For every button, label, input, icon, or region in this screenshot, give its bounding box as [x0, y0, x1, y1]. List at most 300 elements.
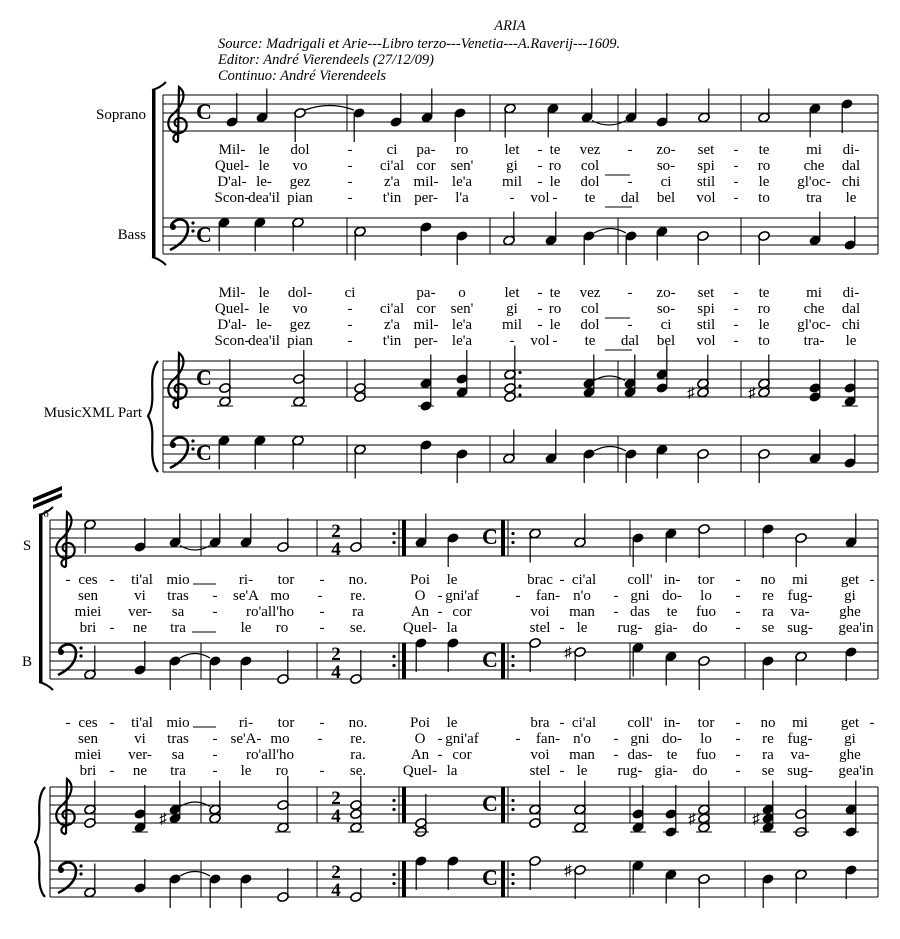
- lyric-verse-4: [215, 333, 857, 349]
- half-note: [795, 651, 808, 686]
- lyric-syllable: mil-: [413, 174, 439, 190]
- lyric-syllable: miei: [74, 604, 102, 620]
- lyric-syllable: re.: [350, 731, 366, 747]
- lyric-hyphen: -: [613, 731, 619, 747]
- lyric-syllable: le: [446, 715, 458, 731]
- lyric-hyphen: -: [537, 285, 543, 301]
- lyric-syllable: stil: [696, 174, 716, 190]
- half-note: [687, 355, 709, 402]
- lyric-hyphen: -: [109, 620, 115, 636]
- quarter-note: [583, 230, 596, 265]
- quarter-note: [656, 226, 669, 261]
- half-note: [217, 359, 233, 407]
- clef-dot: [58, 649, 64, 655]
- lyric-syllable: pa-: [416, 142, 436, 158]
- lyric-syllable: z'a: [383, 174, 401, 190]
- lyric-syllable: col: [580, 301, 600, 317]
- thick-barline: [501, 787, 505, 823]
- lyric-syllable: man: [569, 747, 595, 763]
- sharp-accidental: ♯: [564, 645, 572, 661]
- quarter-note: [456, 448, 469, 483]
- repeat-dot: [392, 799, 395, 802]
- sharp-accidental: ♯: [687, 385, 695, 402]
- lyric-syllable: va-: [790, 604, 810, 620]
- lyric-hyphen: -: [559, 763, 565, 779]
- lyric-syllable: sa: [171, 604, 185, 620]
- bass-notes-system-2: [84, 637, 858, 690]
- tie: [594, 229, 626, 234]
- lyric-syllable: tra: [170, 763, 186, 779]
- lyric-syllable: per-: [414, 333, 438, 349]
- lyric-hyphen: -: [869, 715, 875, 731]
- lyric-syllable: coll': [627, 715, 653, 731]
- lyric-syllable: vol: [530, 190, 550, 206]
- lyric-syllable: le-: [256, 317, 272, 333]
- lyric-syllable: ci'al: [379, 301, 405, 317]
- common-time: C: [482, 865, 498, 890]
- quarter-note: [132, 785, 148, 833]
- lyric-syllable: Quel-: [214, 301, 250, 317]
- lyric-syllable: ci'al: [379, 158, 405, 174]
- lyric-syllable: zo-: [656, 285, 676, 301]
- lyric-syllable: z'a: [383, 317, 401, 333]
- half-note: [564, 645, 586, 681]
- lyric-hyphen: -: [627, 174, 633, 190]
- quarter-note: [456, 350, 469, 398]
- lyric-syllable: mi: [806, 285, 822, 301]
- quarter-note: [843, 781, 859, 838]
- quarter-note: [665, 528, 678, 563]
- lyric-syllable: ro'all'ho: [246, 604, 294, 620]
- lyric-syllable: ro: [548, 301, 562, 317]
- lyric-syllable: se.: [349, 620, 367, 636]
- time-numerator: 2: [331, 521, 341, 542]
- half-note: [574, 514, 587, 549]
- lyric-syllable: get: [840, 715, 860, 731]
- lyric-syllable: fug-: [787, 588, 813, 604]
- lyric-hyphen: -: [735, 604, 741, 620]
- repeat-dot: [392, 873, 395, 876]
- lyric-hyphen: -: [212, 763, 218, 779]
- lyric-hyphen: -: [437, 588, 443, 604]
- half-note: [84, 864, 97, 899]
- lyric-syllable: gi: [844, 588, 856, 604]
- lyric-syllable: ne: [132, 763, 148, 779]
- lyric-syllable: te: [584, 333, 596, 349]
- repeat-dot: [392, 882, 395, 885]
- continuo-credit: Continuo: André Vierendeels: [218, 68, 387, 84]
- bracket-hook: [152, 82, 166, 90]
- quarter-note: [415, 855, 428, 890]
- quarter-note: [420, 439, 433, 474]
- lyric-hyphen: -: [109, 715, 115, 731]
- common-time: C: [196, 365, 212, 390]
- lyric-syllable: per-: [414, 190, 438, 206]
- lyric-syllable: ver-: [128, 604, 152, 620]
- half-note: [292, 435, 305, 470]
- lyric-syllable: t'in: [382, 190, 402, 206]
- quarter-note: [209, 873, 222, 908]
- quarter-note: [632, 642, 645, 677]
- lyric-syllable: gia-: [654, 763, 678, 779]
- lyric-hyphen: -: [437, 604, 443, 620]
- half-note: [354, 226, 367, 261]
- tie: [180, 802, 210, 807]
- lyric-verse-2: [78, 588, 856, 604]
- half-note: [413, 794, 429, 838]
- lyric-syllable: n'o: [573, 588, 591, 604]
- lyric-hyphen: -: [627, 285, 633, 301]
- lyric-syllable: la: [446, 620, 458, 636]
- repeat-dot: [511, 882, 514, 885]
- lyric-syllable: no.: [348, 715, 368, 731]
- lyric-syllable: fan-: [535, 588, 561, 604]
- lyric-verse-3: [217, 174, 860, 190]
- lyric-syllable: O: [414, 588, 426, 604]
- lyric-hyphen: -: [317, 588, 323, 604]
- lyric-hyphen: -: [735, 747, 741, 763]
- repeat-dot: [511, 664, 514, 667]
- quarter-note: [583, 448, 596, 483]
- quarter-note: [842, 359, 858, 407]
- lyric-syllable: le'a: [451, 333, 473, 349]
- quarter-note: [656, 444, 669, 479]
- augmentation-dot: [518, 371, 521, 374]
- lyric-syllable: do-: [662, 731, 682, 747]
- thick-barline: [402, 861, 406, 897]
- half-note: [793, 785, 809, 838]
- quarter-note: [240, 873, 253, 908]
- quarter-note: [665, 869, 678, 904]
- lyric-verse-3: [75, 747, 862, 763]
- lyric-syllable: let: [504, 142, 520, 158]
- lyric-syllable: D'al-: [217, 174, 247, 190]
- lyric-hyphen: -: [869, 572, 875, 588]
- quarter-note: [762, 523, 775, 558]
- quarter-note: [254, 435, 267, 470]
- thick-barline: [402, 787, 406, 823]
- half-note: [688, 781, 712, 834]
- continuo-lh-system-1: [218, 430, 857, 484]
- half-note: [572, 781, 588, 834]
- half-note: [277, 518, 290, 553]
- lyric-verse-3: [217, 317, 860, 333]
- lyric-hyphen: -: [735, 572, 741, 588]
- lyric-syllable: voi: [530, 604, 550, 620]
- piano-brace: [148, 361, 158, 472]
- lyric-syllable: cor: [416, 301, 436, 317]
- lyric-syllable: ra.: [350, 747, 366, 763]
- continuo-label: MusicXML Part: [43, 405, 142, 421]
- common-time: C: [482, 791, 498, 816]
- lyric-syllable: mil: [501, 317, 523, 333]
- lyric-syllable: tor: [277, 715, 295, 731]
- half-note: [697, 230, 710, 265]
- lyric-hyphen: -: [537, 317, 543, 333]
- lyric-hyphen: -: [347, 333, 353, 349]
- lyric-syllable: mil: [501, 174, 523, 190]
- repeat-dot: [392, 541, 395, 544]
- lyric-syllable: tra: [170, 620, 186, 636]
- lyric-syllable: do-: [662, 588, 682, 604]
- lyric-syllable: tor: [277, 572, 295, 588]
- quarter-note: [630, 785, 646, 833]
- lyric-hyphen: -: [212, 604, 218, 620]
- quarter-note: [226, 93, 239, 128]
- lyric-syllable: le: [549, 317, 561, 333]
- quarter-note: [447, 855, 460, 890]
- lyric-syllable: brac: [527, 572, 553, 588]
- lyric-syllable: vol: [696, 333, 716, 349]
- half-note: [277, 868, 290, 903]
- quarter-note: [209, 514, 222, 549]
- quarter-note: [625, 89, 638, 124]
- half-note: [350, 518, 363, 553]
- lyric-hyphen: -: [319, 572, 325, 588]
- lyric-hyphen: -: [559, 715, 565, 731]
- lyric-syllable: chi: [841, 174, 861, 190]
- half-note: [294, 107, 307, 142]
- lyric-syllable: spi: [697, 301, 715, 317]
- lyric-hyphen: -: [65, 715, 71, 731]
- clef-dot: [191, 439, 194, 442]
- lyric-syllable: mo: [270, 731, 290, 747]
- lyric-syllable: get: [840, 572, 860, 588]
- lyric-syllable: ghe: [839, 604, 861, 620]
- lyric-syllable: vol: [530, 333, 550, 349]
- lyric-verse-1: [219, 142, 860, 158]
- lyric-hyphen: -: [559, 620, 565, 636]
- lyric-syllable: sen': [450, 301, 474, 317]
- quarter-note: [545, 430, 558, 465]
- quarter-note: [844, 434, 857, 469]
- tie: [180, 546, 210, 551]
- lyric-syllable: ti'al: [131, 572, 153, 588]
- lyric-syllable: tor: [697, 715, 715, 731]
- quarter-note: [844, 216, 857, 251]
- lyric-syllable: gia-: [654, 620, 678, 636]
- clef-dot: [79, 872, 82, 875]
- half-note: [292, 217, 305, 252]
- time-numerator: 2: [331, 788, 341, 809]
- lyric-syllable: miei: [74, 747, 102, 763]
- lyric-syllable: sen': [450, 158, 474, 174]
- lyric-verse-4: [80, 763, 874, 779]
- lyric-syllable: Quel-: [402, 620, 438, 636]
- lyric-syllable: Mil-: [218, 285, 246, 301]
- lyric-syllable: se.: [349, 763, 367, 779]
- quarter-note: [390, 93, 403, 128]
- lyric-syllable: lo: [700, 731, 712, 747]
- lyric-syllable: zo-: [656, 142, 676, 158]
- sharp-accidental: ♯: [159, 811, 167, 828]
- lyric-syllable: bel: [656, 190, 676, 206]
- lyric-syllable: re: [762, 731, 774, 747]
- half-note: [277, 650, 290, 685]
- lyric-hyphen: -: [735, 715, 741, 731]
- lyric-hyphen: -: [733, 301, 739, 317]
- lyric-hyphen: -: [109, 572, 115, 588]
- lyric-syllable: let: [504, 285, 520, 301]
- lyric-hyphen: -: [347, 142, 353, 158]
- lyric-syllable: ti'al: [131, 715, 153, 731]
- lyric-syllable: t'in: [382, 333, 402, 349]
- lyric-syllable: re: [762, 588, 774, 604]
- common-time: C: [482, 647, 498, 672]
- half-note: [529, 855, 542, 890]
- lyric-hyphen: -: [347, 301, 353, 317]
- half-note: [350, 650, 363, 685]
- lyric-hyphen: -: [317, 731, 323, 747]
- lyric-syllable: re.: [350, 588, 366, 604]
- quarter-note: [415, 514, 428, 549]
- quarter-note: [632, 532, 645, 567]
- lyric-hyphen: -: [347, 317, 353, 333]
- lyric-hyphen: -: [347, 158, 353, 174]
- repeat-dot: [511, 532, 514, 535]
- half-note: [697, 448, 710, 483]
- lyric-syllable: che: [803, 158, 825, 174]
- lyric-syllable: vi: [134, 588, 146, 604]
- common-time: C: [196, 222, 212, 247]
- half-note: [354, 444, 367, 479]
- lyric-syllable: ri-: [238, 572, 254, 588]
- lyric-syllable: ci: [386, 142, 398, 158]
- half-note: [795, 869, 808, 904]
- lyric-syllable: le: [258, 158, 270, 174]
- tie: [592, 121, 626, 126]
- lyric-hyphen: -: [509, 190, 515, 206]
- lyric-syllable: pian: [287, 333, 313, 349]
- lyric-syllable: so-: [656, 301, 676, 317]
- common-time: C: [482, 524, 498, 549]
- half-note: [348, 776, 364, 833]
- thick-barline: [501, 520, 505, 556]
- lyric-hyphen: -: [109, 763, 115, 779]
- lyric-syllable: le: [549, 174, 561, 190]
- lyric-syllable: ra: [352, 604, 364, 620]
- quarter-note: [456, 230, 469, 265]
- lyric-syllable: le: [240, 620, 252, 636]
- score-title: ARIA: [494, 18, 526, 34]
- half-note: [504, 346, 522, 403]
- lyric-syllable: ci'al: [571, 572, 597, 588]
- quarter-note: [169, 873, 182, 908]
- editor-credit: Editor: André Vierendeels (27/12/09): [218, 52, 434, 68]
- lyric-hyphen: -: [319, 763, 325, 779]
- lyric-syllable: le: [258, 142, 270, 158]
- lyric-syllable: vo: [292, 301, 308, 317]
- quarter-note: [218, 217, 231, 252]
- lyric-hyphen: -: [212, 731, 218, 747]
- lyric-syllable: mio: [166, 572, 190, 588]
- clef-dot: [79, 654, 82, 657]
- lyric-syllable: ro: [757, 158, 771, 174]
- lyric-syllable: mo: [270, 588, 290, 604]
- lyric-hyphen: -: [613, 747, 619, 763]
- lyric-syllable: dea'il: [248, 333, 280, 349]
- lyric-syllable: te: [549, 285, 561, 301]
- quarter-note: [240, 514, 253, 549]
- quarter-note: [134, 518, 147, 553]
- half-note: [84, 519, 97, 554]
- lyric-hyphen: -: [613, 588, 619, 604]
- quarter-note: [845, 514, 858, 549]
- time-denominator: 4: [331, 806, 341, 827]
- lyric-syllable: te: [666, 604, 678, 620]
- staff-bracket: [152, 90, 156, 257]
- lyric-syllable: se'A: [232, 588, 260, 604]
- lyric-hyphen: -: [552, 190, 558, 206]
- lyric-hyphen: -: [509, 333, 515, 349]
- lyric-syllable: no: [760, 715, 776, 731]
- lyric-syllable: rug-: [617, 620, 643, 636]
- common-time: C: [196, 440, 212, 465]
- lyric-syllable: fuo: [696, 747, 716, 763]
- soprano-notes-system-2: [84, 514, 858, 568]
- quarter-note: [809, 430, 822, 465]
- lyric-syllable: no.: [348, 572, 368, 588]
- lyric-hyphen: -: [627, 317, 633, 333]
- bass-label: Bass: [117, 227, 146, 243]
- half-note: [529, 637, 542, 672]
- system-2: [22, 486, 878, 908]
- lyric-hyphen: -: [437, 747, 443, 763]
- lyric-hyphen: -: [733, 142, 739, 158]
- lyric-syllable: dol: [290, 142, 310, 158]
- repeat-dot: [511, 873, 514, 876]
- lyric-syllable: le'a: [451, 317, 473, 333]
- lyric-syllable: te: [666, 747, 678, 763]
- lyric-verse-2: [78, 731, 856, 747]
- sharp-accidental: ♯: [748, 385, 756, 402]
- repeat-dot: [392, 655, 395, 658]
- lyric-hyphen: -: [65, 572, 71, 588]
- lyric-syllable: cor: [452, 747, 472, 763]
- lyric-syllable: te: [549, 142, 561, 158]
- lyric-syllable: le: [758, 317, 770, 333]
- lyric-syllable: mi: [792, 715, 808, 731]
- lyric-hyphen: -: [515, 731, 521, 747]
- lyric-syllable: o: [458, 285, 466, 301]
- quarter-note: [169, 514, 182, 549]
- lyric-syllable: An: [410, 604, 430, 620]
- lyric-syllable: le: [845, 190, 857, 206]
- lyric-syllable: do: [692, 763, 708, 779]
- lyric-syllable: no: [760, 572, 776, 588]
- piano-brace: [35, 787, 45, 897]
- quarter-note: [134, 859, 147, 894]
- lyric-syllable: dol: [580, 174, 600, 190]
- lyric-hyphen: -: [212, 588, 218, 604]
- lyric-syllable: gl'oc-: [797, 317, 831, 333]
- augmentation-dot: [518, 384, 521, 387]
- quarter-note: [809, 359, 822, 403]
- staff-bracket: [39, 515, 43, 682]
- lyric-syllable: bra: [530, 715, 550, 731]
- lyric-syllable: vez: [579, 285, 601, 301]
- quarter-note: [353, 107, 366, 142]
- lyric-syllable: se: [761, 763, 775, 779]
- clef-dot: [191, 221, 194, 224]
- quarter-note: [447, 637, 460, 672]
- lyric-syllable: stil: [696, 317, 716, 333]
- lyric-syllable: sen: [78, 588, 98, 604]
- lyric-syllable: ver-: [128, 747, 152, 763]
- lyric-syllable: ro: [757, 301, 771, 317]
- quarter-note: [762, 873, 775, 908]
- lyric-syllable: set: [697, 285, 715, 301]
